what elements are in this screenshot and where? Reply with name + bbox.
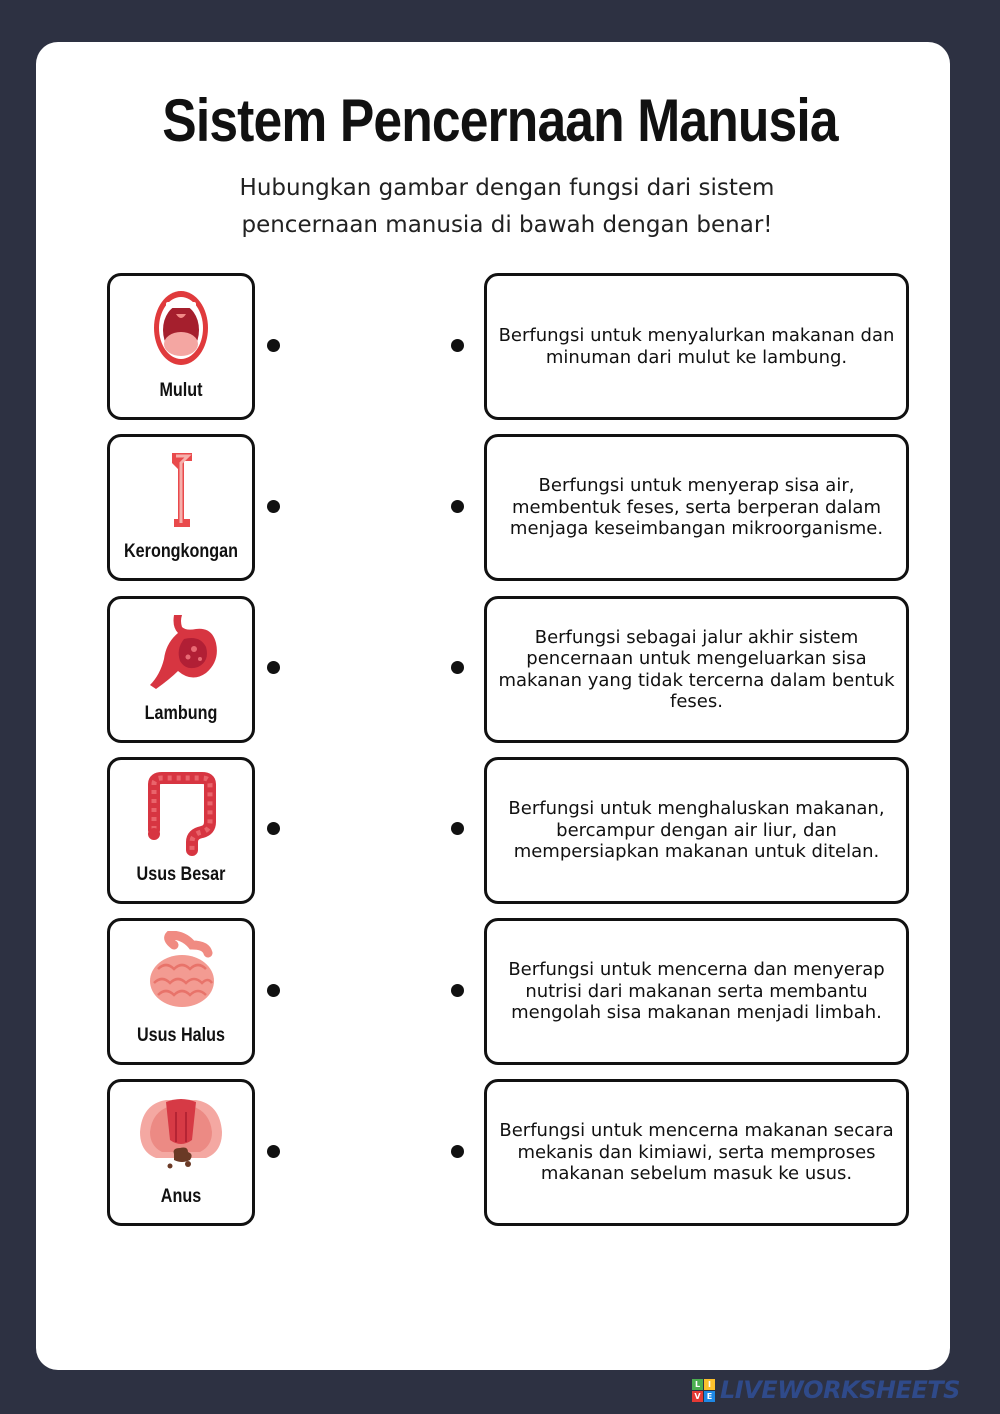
organ-label: Lambung (144, 703, 218, 724)
function-text: Berfungsi untuk mencerna makanan secara mekanis dan kimiawi, serta memproses makanan sebelum masuk ke usus. (499, 1120, 894, 1185)
function-card (484, 273, 909, 420)
right-connector-dot[interactable] (451, 822, 464, 835)
anus-icon (136, 1092, 226, 1178)
page-title: Sistem Pencernaan Manusia (162, 87, 838, 154)
large-intestine-icon (136, 770, 226, 856)
right-connector-dot[interactable] (451, 984, 464, 997)
function-card (484, 596, 909, 743)
brand-text: LIVEWORKSHEETS (720, 1376, 960, 1404)
organ-card-usus-besar (107, 757, 255, 904)
organ-card-anus (107, 1079, 255, 1226)
liveworksheets-logo: L I V E (692, 1379, 715, 1402)
organ-label: Usus Halus (137, 1025, 225, 1046)
function-card (484, 1079, 909, 1226)
function-text: Berfungsi untuk menyalurkan makanan dan minuman dari mulut ke lambung. (498, 325, 895, 368)
small-intestine-icon (136, 931, 226, 1017)
organ-card-lambung (107, 596, 255, 743)
function-card (484, 434, 909, 581)
function-text: Berfungsi sebagai jalur akhir sistem pencernaan untuk mengeluarkan sisa makanan yang tidak tercerna dalam bentuk feses. (498, 626, 895, 712)
right-connector-dot[interactable] (451, 500, 464, 513)
left-connector-dot[interactable] (267, 339, 280, 352)
organ-label: Anus (160, 1186, 202, 1207)
function-text: Berfungsi untuk mencerna dan menyerap nutrisi dari makanan serta membantu mengolah sisa makanan menjadi limbah. (508, 959, 885, 1024)
function-card (484, 918, 909, 1065)
organ-card-usus-halus (107, 918, 255, 1065)
right-connector-dot[interactable] (451, 1145, 464, 1158)
organ-card-mulut (107, 273, 255, 420)
organ-label: Kerongkongan (124, 541, 238, 562)
organ-label: Mulut (159, 380, 203, 401)
organ-label: Usus Besar (136, 864, 226, 885)
instructions: Hubungkan gambar dengan fungsi dari sistem pencernaan manusia di bawah dengan benar! (239, 175, 775, 238)
stomach-icon (136, 609, 226, 695)
function-card (484, 757, 909, 904)
organ-card-kerongkongan (107, 434, 255, 581)
right-connector-dot[interactable] (451, 339, 464, 352)
left-connector-dot[interactable] (267, 822, 280, 835)
function-text: Berfungsi untuk menghaluskan makanan, bercampur dengan air liur, dan mempersiapkan makanan untuk ditelan. (508, 798, 885, 863)
left-connector-dot[interactable] (267, 661, 280, 674)
mouth-icon (136, 286, 226, 372)
esophagus-icon (136, 447, 226, 533)
left-connector-dot[interactable] (267, 500, 280, 513)
right-connector-dot[interactable] (451, 661, 464, 674)
left-connector-dot[interactable] (267, 984, 280, 997)
left-connector-dot[interactable] (267, 1145, 280, 1158)
function-text: Berfungsi untuk menyerap sisa air, membentuk feses, serta berperan dalam menjaga keseimbangan mikroorganisme. (509, 475, 884, 540)
liveworksheets-watermark (692, 1376, 992, 1404)
